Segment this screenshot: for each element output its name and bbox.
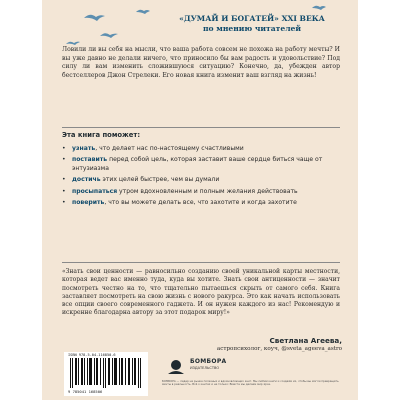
bullet-icon: • xyxy=(62,145,66,152)
bird-5-icon xyxy=(312,6,326,10)
bird-3-icon xyxy=(66,42,80,45)
benefits-title: Эта книга поможет: xyxy=(62,131,141,139)
barcode-icon xyxy=(68,358,144,388)
divider-top xyxy=(62,127,340,128)
isbn-label: ISBN 978-5-04-116850-6 xyxy=(68,353,116,357)
bullet-icon: • xyxy=(62,176,66,184)
publisher-name: БОМБОРА xyxy=(190,358,227,365)
bullet-icon: • xyxy=(62,199,66,207)
list-item: • просыпаться утром вдохновленным и полным желания действовать xyxy=(62,187,298,195)
intro-paragraph: Ловили ли вы себя на мысли, что ваша работа совсем не похожа на работу мечты? И вы уже давно не делали ничего, что приносило бы вам радость и удовольствие? Под силу ли вам изменить сложившуюся ситуацию? Конечно, да, убежден автор бестселлеров Джон Стрелеки. Его новая книга изменит ваш взгляд на жизнь! xyxy=(62,46,340,79)
testimonial-author-role: астропсихолог, коуч, @sveta_ageeva_astro xyxy=(216,346,342,352)
testimonial-quote: «Знать свои ценности — равносильно созданию своей уникальной карты местности, которая ведет вас именно туда, куда вы хотите. Знать свои антиценности — значит посмотреть честно на то, что тщательно пытаешься скрыть от самого себя. Книга заставляет посмотреть на свою жизнь с нового ракурса. Это как начать использовать все опции своего современного гаджета. И он нужен каждого из нас! Рекомендую и искренне благодарна автору за этот подарок миру!» xyxy=(62,268,340,317)
divider-bottom xyxy=(62,262,340,263)
publisher-info: БОМБОРА — лидер на рынке полезных и вдохновляющих книг. Мы любим книги и создаём их, чтобы вы могли превращать мечты в реальность. Всё о книгах и не только: Вместе мы делаем мир ярче. xyxy=(162,379,339,387)
barcode-number: 9 785041 168506 xyxy=(68,389,103,394)
bullet-icon: • xyxy=(62,187,66,195)
barcode-panel xyxy=(64,352,148,396)
list-item: • поставить перед собой цель, которая заставит ваше сердце биться чаще от энтузиазма xyxy=(62,156,323,172)
headline-line-2: по мнению читателей xyxy=(202,24,302,33)
bird-1-icon xyxy=(84,15,105,21)
list-item: • достичь этих целей быстрее, чем вы думали xyxy=(62,176,220,184)
testimonial-author: Светлана Агеева, xyxy=(269,336,342,345)
book-back-cover xyxy=(42,0,358,400)
publisher-subtitle: ИЗДАТЕЛЬСТВО xyxy=(190,366,220,370)
headline xyxy=(154,14,350,34)
headline-line-1: «ДУМАЙ И БОГАТЕЙ» XXI ВЕКА xyxy=(179,14,325,23)
benefits-list xyxy=(62,145,342,210)
bird-4-icon xyxy=(136,10,150,14)
list-item: • узнать, что делает нас по-настоящему счастливыми xyxy=(62,145,244,152)
bullet-icon: • xyxy=(62,156,66,164)
list-item: • поверить, что вы можете делать все, что захотите и когда захотите xyxy=(62,199,297,207)
bird-2-icon xyxy=(100,33,118,38)
